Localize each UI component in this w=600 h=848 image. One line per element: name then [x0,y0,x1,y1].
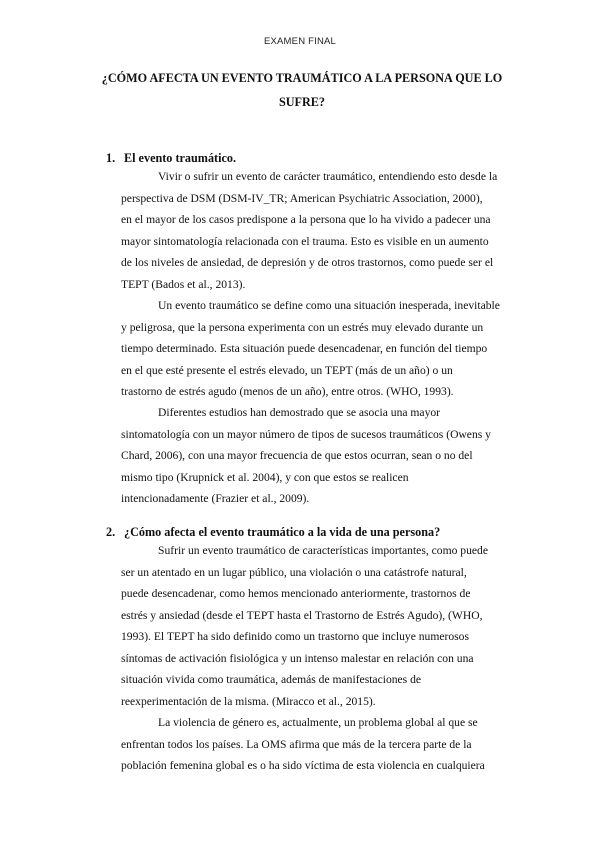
section-2-paragraph-1 [121,540,515,712]
text-line: población femenina global es o ha sido víctima de esta violencia en cualquiera [121,759,485,772]
text-line: mayor sintomatología relacionada con el trauma. Esto es visible en un aumento [121,234,489,248]
text-line: en el mayor de los casos predispone a la persona que lo ha vivido a padecer una [121,213,491,226]
text-line: TEPT (Bados et al., 2013). [121,277,246,291]
text-line: ser un atentado en un lugar público, una violación o una catástrofe natural, [121,565,467,579]
text-line: perspectiva de DSM (DSM-IV_TR; American Psychiatric Association, 2000), [121,191,483,205]
section-1-number: 1. [106,151,116,165]
text-line: Vivir o sufrir un evento de carácter traumático, entendiendo esto desde la [158,170,498,183]
section-1-heading [106,149,236,167]
text-line: situación vivida como traumática, además de manifestaciones de [121,673,422,686]
text-line: mismo tipo (Krupnick et al. 2004), y con que estos se realicen [121,470,409,484]
text-line: sintomatología con un mayor número de tipos de sucesos traumáticos (Owens y [121,427,491,441]
text-line: en el que esté presente el estrés elevado, un TEPT (más de un año) o un [121,363,453,377]
section-2-title: ¿Cómo afecta el evento traumático a la vida de una persona? [124,525,441,539]
page-header: EXAMEN FINAL [263,36,337,47]
text-line: puede desencadenar, como hemos mencionado anteriormente, trastornos de [121,587,471,600]
section-1-paragraph-2 [121,295,515,403]
section-2-paragraph-2 [121,712,515,777]
text-line: estrés y ansiedad (desde el TEPT hasta el Trastorno de Estrés Agudo), (WHO, [121,608,483,622]
text-line: Un evento traumático se define como una situación inesperada, inevitable [158,299,500,312]
title-line-1: ¿CÓMO AFECTA UN EVENTO TRAUMÁTICO A LA PERSONA QUE LO [101,71,503,85]
text-line: 1993). El TEPT ha sido definido como un trastorno que incluye numerosos [121,630,469,643]
section-1-title: El evento traumático. [124,151,237,165]
section-2-number: 2. [106,525,116,539]
section-2-heading [106,523,440,541]
text-line: tiempo determinado. Esta situación puede desencadenar, en función del tiempo [121,342,488,355]
section-1-paragraph-3 [121,402,515,510]
title-line-2: SUFRE? [278,95,326,109]
section-1-paragraph-1 [121,166,515,295]
text-line: Diferentes estudios han demostrado que se asocia una mayor [158,406,441,419]
document-title [96,66,508,114]
text-line: La violencia de género es, actualmente, un problema global al que se [158,716,478,729]
text-line: Chard, 2006), con una mayor frecuencia de que estos ocurran, sean o no del [121,449,473,462]
text-line: de los niveles de ansiedad, de depresión y de otros trastornos, como puede ser el [121,256,494,269]
text-line: enfrentan todos los países. La OMS afirma que más de la tercera parte de la [121,737,472,751]
text-line: trastorno de estrés agudo (menos de un año), entre otros. (WHO, 1993). [121,385,454,398]
text-line: reexperimentación de la misma. (Miracco et al., 2015). [121,694,376,708]
text-line: y peligrosa, que la persona experimenta con un estrés muy elevado durante un [121,320,484,334]
text-line: intencionadamente (Frazier et al., 2009). [121,492,310,505]
text-line: síntomas de activación fisiológica y un intenso malestar en relación con una [121,651,474,665]
text-line: Sufrir un evento traumático de características importantes, como puede [158,544,488,557]
